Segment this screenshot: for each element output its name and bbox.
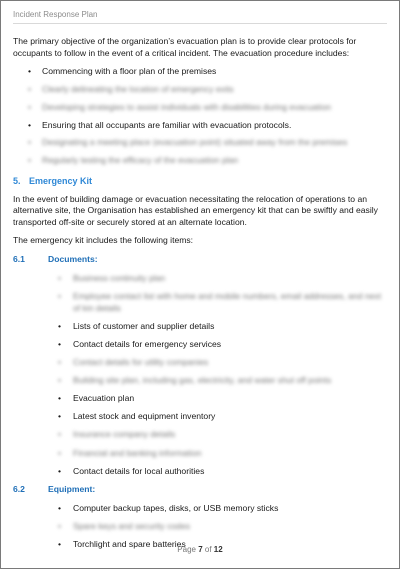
list-item: • Ensuring that all occupants are familiar with evacuation protocols. — [13, 120, 387, 132]
documents-list — [13, 273, 387, 477]
list-item: • Evacuation plan — [13, 393, 387, 405]
footer-total-pages: 12 — [213, 545, 223, 554]
list-item: • Regularly testing the efficacy of the evacuation plan — [13, 155, 387, 167]
list-item: • Computer backup tapes, disks, or USB memory sticks — [13, 503, 387, 515]
list-item: • Designating a meeting place (evacuation point) situated away from the premises — [13, 137, 387, 149]
footer-of-label: of — [204, 545, 212, 554]
list-item: • Lists of customer and supplier details — [13, 321, 387, 333]
list-item: • Torchlight and spare batteries — [13, 539, 387, 551]
equipment-list — [13, 503, 387, 551]
page-content — [13, 36, 387, 557]
list-item: • Latest stock and equipment inventory — [13, 411, 387, 423]
equipment-heading — [13, 484, 387, 494]
list-item: • Spare keys and security codes — [13, 521, 387, 533]
list-item: • Financial and banking information — [13, 448, 387, 460]
equipment-title: Equipment: — [48, 483, 96, 494]
documents-heading — [13, 254, 387, 264]
list-item: • Commencing with a floor plan of the premises — [13, 66, 387, 78]
header-divider — [13, 23, 387, 24]
list-item: • Insurance company details — [13, 429, 387, 441]
kit-paragraph: In the event of building damage or evacuation necessitating the relocation of operations to an alternative site, the Organisation has established an emergency kit that can be swiftly and easily transported off-site or securely stored at an alternate location. — [13, 193, 378, 227]
section-number: 5. — [13, 175, 21, 186]
list-item: • Business continuity plan — [13, 273, 387, 285]
equipment-number: 6.2 — [13, 483, 25, 494]
footer-current-page: 7 — [198, 545, 203, 554]
documents-title: Documents: — [48, 254, 98, 265]
intro-paragraph: The primary objective of the organization’s evacuation plan is to provide clear protocols for occupants to follow in the event of a critical incident. The evacuation procedure includes: — [13, 36, 357, 58]
page-footer — [1, 545, 399, 554]
list-item: • Contact details for utility companies — [13, 357, 387, 369]
documents-number: 6.1 — [13, 254, 25, 265]
list-item: • Contact details for local authorities — [13, 466, 387, 478]
list-item: • Building site plan, including gas, electricity, and water shut off points — [13, 375, 387, 387]
footer-page-label: Page — [177, 545, 196, 554]
section-heading — [13, 176, 387, 186]
list-item: • Employee contact list with home and mobile numbers, email addresses, and next of kin details — [13, 291, 387, 314]
section-title: Emergency Kit — [29, 175, 93, 186]
running-header: Incident Response Plan — [13, 10, 98, 19]
kit-intro: The emergency kit includes the following items: — [13, 235, 194, 246]
list-item: • Contact details for emergency services — [13, 339, 387, 351]
list-item: • Clearly delineating the location of emergency exits — [13, 84, 387, 96]
procedure-list — [13, 66, 387, 167]
list-item: • Developing strategies to assist individuals with disabilities during evacuation — [13, 102, 387, 114]
